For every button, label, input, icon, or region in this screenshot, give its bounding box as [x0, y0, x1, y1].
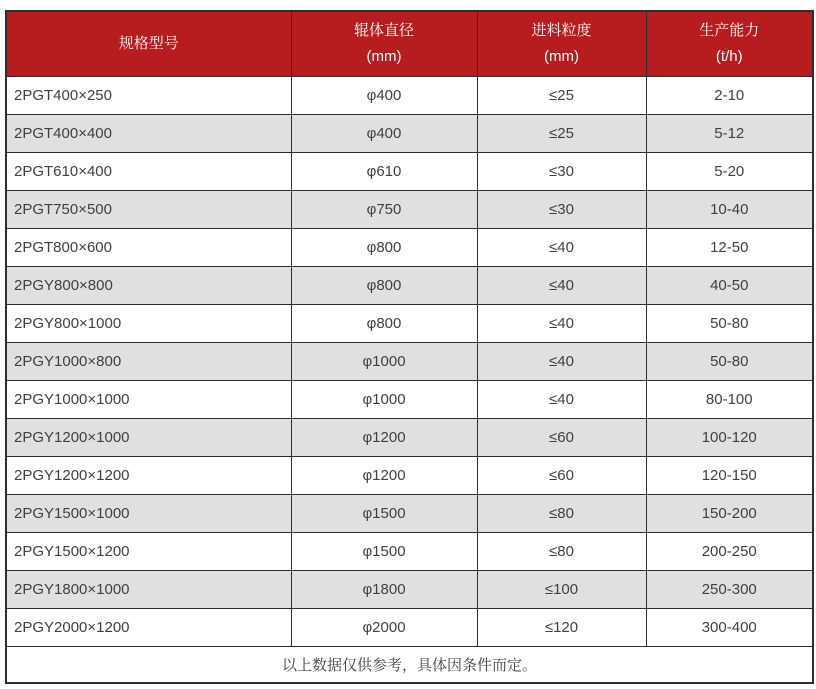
cell-diameter: φ400 [291, 115, 477, 153]
cell-capacity: 50-80 [646, 305, 813, 343]
table-row [6, 305, 813, 343]
footnote-row [6, 647, 813, 684]
cell-diameter: φ1000 [291, 343, 477, 381]
header-row [6, 11, 813, 77]
cell-feed-size: ≤30 [477, 153, 646, 191]
cell-capacity: 120-150 [646, 457, 813, 495]
column-header-diameter-label: 辊体直径 [353, 21, 414, 39]
cell-diameter: φ1500 [291, 533, 477, 571]
cell-diameter: φ400 [291, 77, 477, 115]
table-header [6, 11, 813, 77]
cell-diameter: φ750 [291, 191, 477, 229]
cell-model: 2PGY2000×1200 [6, 609, 291, 647]
cell-diameter: φ1200 [291, 457, 477, 495]
cell-capacity: 5-12 [646, 115, 813, 153]
cell-feed-size: ≤40 [477, 305, 646, 343]
table-body [6, 77, 813, 647]
cell-feed-size: ≤40 [477, 267, 646, 305]
cell-capacity: 200-250 [646, 533, 813, 571]
cell-feed-size: ≤60 [477, 419, 646, 457]
table-row [6, 267, 813, 305]
column-header-feed-size-label: 进料粒度 [531, 21, 592, 39]
cell-feed-size: ≤40 [477, 229, 646, 267]
table-row [6, 153, 813, 191]
cell-capacity: 2-10 [646, 77, 813, 115]
spec-table [5, 10, 814, 684]
cell-model: 2PGY1000×1000 [6, 381, 291, 419]
cell-feed-size: ≤30 [477, 191, 646, 229]
column-header-feed-size-unit: (mm) [544, 48, 579, 65]
cell-feed-size: ≤80 [477, 533, 646, 571]
cell-model: 2PGY1200×1200 [6, 457, 291, 495]
cell-feed-size: ≤80 [477, 495, 646, 533]
cell-diameter: φ1000 [291, 381, 477, 419]
cell-feed-size: ≤25 [477, 77, 646, 115]
cell-diameter: φ2000 [291, 609, 477, 647]
column-header-capacity-unit: (t/h) [715, 48, 743, 65]
cell-diameter: φ800 [291, 267, 477, 305]
cell-model: 2PGT750×500 [6, 191, 291, 229]
column-header-feed-size [477, 11, 646, 77]
table-row [6, 191, 813, 229]
cell-model: 2PGY1000×800 [6, 343, 291, 381]
cell-diameter: φ800 [291, 305, 477, 343]
cell-feed-size: ≤100 [477, 571, 646, 609]
table-row [6, 609, 813, 647]
column-header-model-label: 规格型号 [118, 34, 179, 52]
cell-capacity: 40-50 [646, 267, 813, 305]
table-row [6, 495, 813, 533]
column-header-capacity [646, 11, 813, 77]
table-footnote: 以上数据仅供参考，具体因条件而定。 [6, 647, 813, 684]
cell-capacity: 10-40 [646, 191, 813, 229]
cell-capacity: 5-20 [646, 153, 813, 191]
cell-capacity: 150-200 [646, 495, 813, 533]
cell-capacity: 250-300 [646, 571, 813, 609]
cell-model: 2PGT400×400 [6, 115, 291, 153]
cell-diameter: φ1500 [291, 495, 477, 533]
cell-model: 2PGT400×250 [6, 77, 291, 115]
cell-diameter: φ610 [291, 153, 477, 191]
cell-model: 2PGT800×600 [6, 229, 291, 267]
column-header-capacity-label: 生产能力 [699, 21, 760, 39]
table-row [6, 457, 813, 495]
cell-model: 2PGY1200×1000 [6, 419, 291, 457]
cell-feed-size: ≤120 [477, 609, 646, 647]
cell-diameter: φ1800 [291, 571, 477, 609]
cell-model: 2PGY1500×1200 [6, 533, 291, 571]
table-row [6, 381, 813, 419]
table-row [6, 77, 813, 115]
column-header-diameter [291, 11, 477, 77]
table-row [6, 533, 813, 571]
table-footer [6, 647, 813, 684]
cell-feed-size: ≤40 [477, 343, 646, 381]
cell-model: 2PGY800×800 [6, 267, 291, 305]
column-header-model [6, 11, 291, 77]
column-header-diameter-unit: (mm) [366, 48, 402, 65]
cell-diameter: φ1200 [291, 419, 477, 457]
table-row [6, 229, 813, 267]
cell-model: 2PGY1800×1000 [6, 571, 291, 609]
table-row [6, 419, 813, 457]
cell-capacity: 80-100 [646, 381, 813, 419]
cell-model: 2PGT610×400 [6, 153, 291, 191]
cell-feed-size: ≤60 [477, 457, 646, 495]
table-row [6, 571, 813, 609]
cell-model: 2PGY800×1000 [6, 305, 291, 343]
table-row [6, 343, 813, 381]
cell-capacity: 300-400 [646, 609, 813, 647]
table-row [6, 115, 813, 153]
cell-feed-size: ≤25 [477, 115, 646, 153]
cell-feed-size: ≤40 [477, 381, 646, 419]
cell-capacity: 12-50 [646, 229, 813, 267]
cell-capacity: 50-80 [646, 343, 813, 381]
cell-diameter: φ800 [291, 229, 477, 267]
cell-capacity: 100-120 [646, 419, 813, 457]
cell-model: 2PGY1500×1000 [6, 495, 291, 533]
